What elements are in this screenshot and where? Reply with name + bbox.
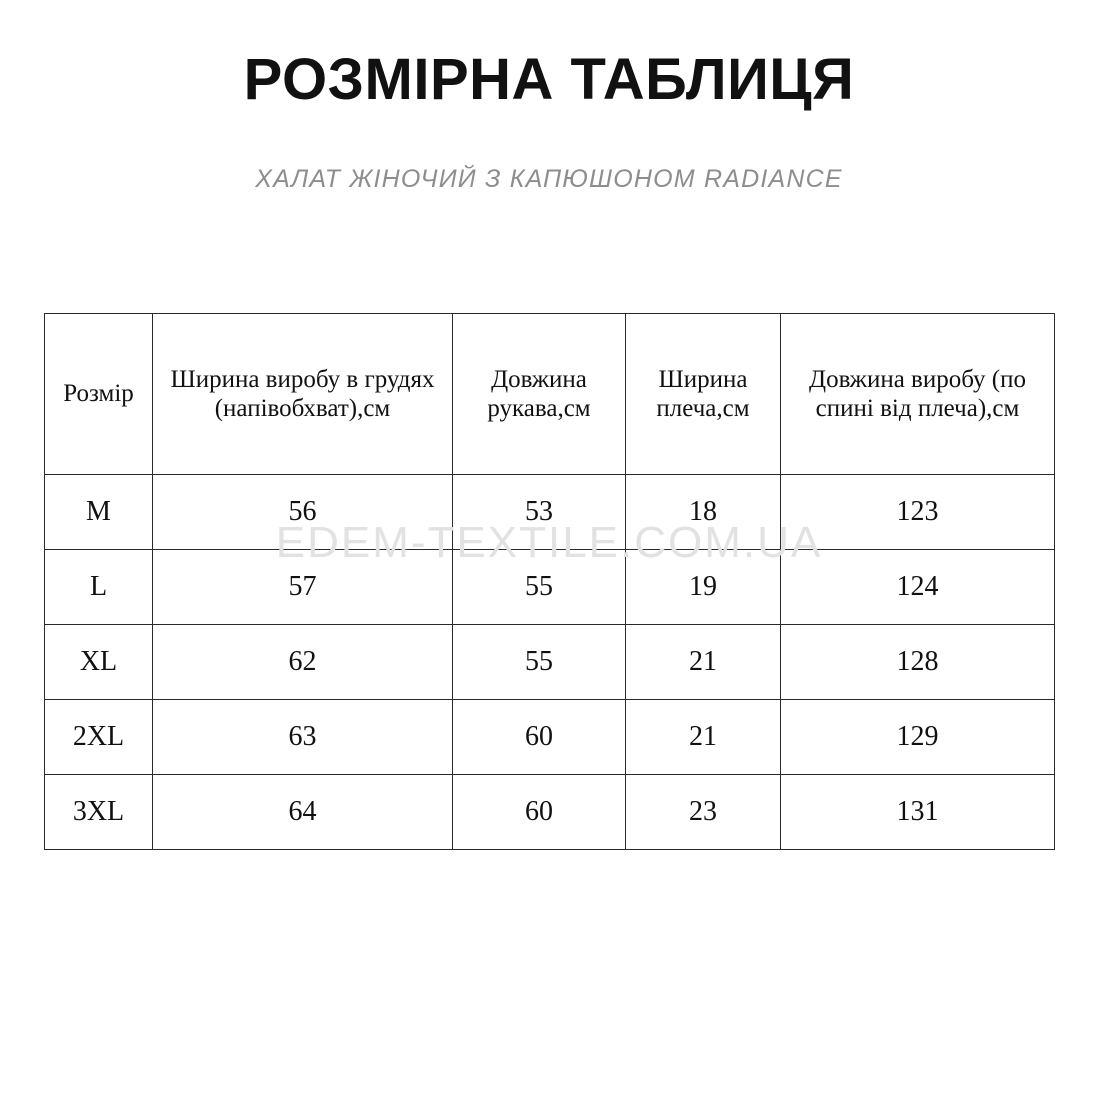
cell-sleeve-length: 55	[453, 625, 626, 700]
column-header-chest-width: Ширина виробу в грудях (напівобхват),см	[153, 314, 453, 475]
page-subtitle: ХАЛАТ ЖІНОЧИЙ З КАПЮШОНОМ RADIANCE	[255, 165, 843, 193]
table-row	[45, 625, 1055, 700]
column-header-product-length: Довжина виробу (по спині від плеча),см	[781, 314, 1055, 475]
cell-size: 3XL	[45, 775, 153, 850]
cell-chest-width: 64	[153, 775, 453, 850]
cell-size: XL	[45, 625, 153, 700]
cell-product-length: 123	[781, 475, 1055, 550]
cell-sleeve-length: 55	[453, 550, 626, 625]
cell-shoulder-width: 18	[626, 475, 781, 550]
cell-sleeve-length: 60	[453, 700, 626, 775]
cell-shoulder-width: 21	[626, 625, 781, 700]
cell-product-length: 129	[781, 700, 1055, 775]
size-table-container	[44, 313, 1054, 850]
column-header-sleeve-length: Довжина рукава,см	[453, 314, 626, 475]
cell-shoulder-width: 23	[626, 775, 781, 850]
cell-size: 2XL	[45, 700, 153, 775]
cell-chest-width: 63	[153, 700, 453, 775]
cell-size: L	[45, 550, 153, 625]
cell-sleeve-length: 60	[453, 775, 626, 850]
cell-chest-width: 62	[153, 625, 453, 700]
cell-chest-width: 57	[153, 550, 453, 625]
page-title: РОЗМІРНА ТАБЛИЦЯ	[243, 47, 855, 112]
cell-product-length: 131	[781, 775, 1055, 850]
cell-size: M	[45, 475, 153, 550]
cell-sleeve-length: 53	[453, 475, 626, 550]
cell-product-length: 128	[781, 625, 1055, 700]
table-row	[45, 550, 1055, 625]
table-row	[45, 775, 1055, 850]
table-row	[45, 475, 1055, 550]
cell-shoulder-width: 21	[626, 700, 781, 775]
cell-product-length: 124	[781, 550, 1055, 625]
cell-chest-width: 56	[153, 475, 453, 550]
table-header	[45, 314, 1055, 475]
cell-shoulder-width: 19	[626, 550, 781, 625]
watermark-text: EDEM-TEXTILE.COM.UA	[275, 518, 823, 567]
column-header-size: Розмір	[45, 314, 153, 475]
table-header-row	[45, 314, 1055, 475]
size-table	[44, 313, 1055, 850]
table-body	[45, 475, 1055, 850]
table-row	[45, 700, 1055, 775]
column-header-shoulder-width: Ширина плеча,см	[626, 314, 781, 475]
